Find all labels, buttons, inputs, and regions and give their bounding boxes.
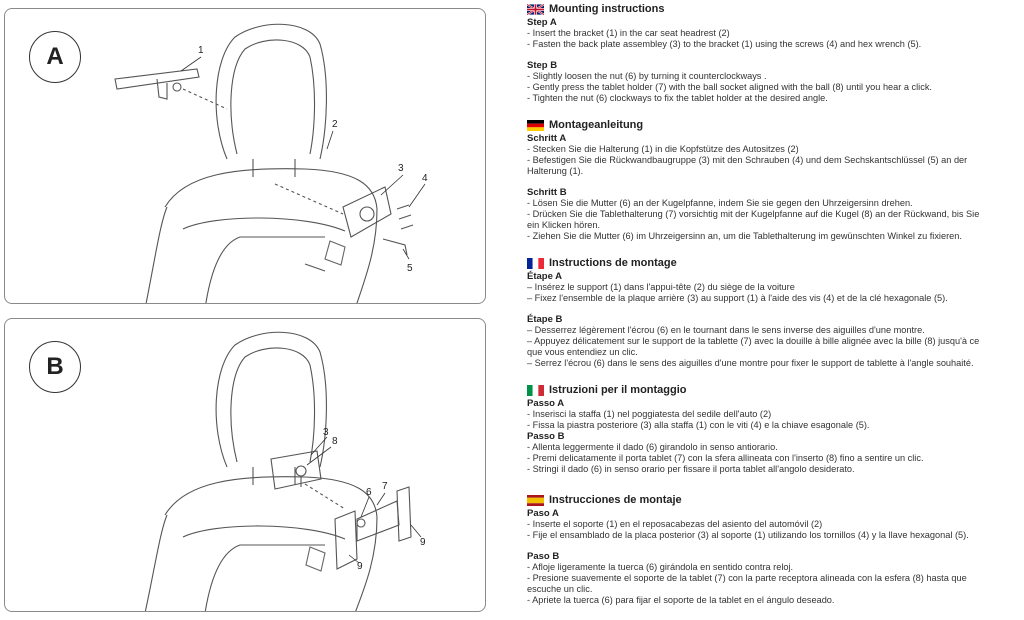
headrest-outline [216,332,326,467]
uk-flag-icon [527,4,544,15]
panel-step-a [4,8,486,304]
callout-8: 8 [332,436,338,447]
instruction-line: - Fissa la piastra posteriore (3) alla staffa (1) con le viti (4) e la chiave esagonale (5). [527,420,870,430]
instruction-line: escuche un clic. [527,584,593,594]
spain-flag-icon [527,495,544,506]
instruction-line: - Apriete la tuerca (6) para fijar el soporte de la tablet en el ángulo deseado. [527,595,835,605]
instruction-line: - Inserte el soporte (1) en el reposacabezas del asiento del automóvil (2) [527,519,823,529]
holder-clamp-left [335,511,357,569]
instruction-line: - Premi delicatamente il porta tablet (7) con la sfera allineata con l'inserto (8) fino a sentire un clic. [527,453,924,463]
callout-3: 3 [398,163,404,174]
section-italian [527,383,1021,475]
headrest-outline [216,24,326,159]
section-spanish [527,493,1021,606]
instruction-line: - Inserisci la staffa (1) nel poggiatesta del sedile dell'auto (2) [527,409,772,419]
callout-9-left: 9 [357,561,363,572]
step-a-badge: A [29,31,81,83]
instruction-line: - Befestigen Sie die Rückwandbaugruppe (3) mit den Schrauben (4) und dem Sechskantschlüssel (5) an der [527,155,968,165]
callout-4: 4 [422,173,428,184]
callout-6: 6 [366,487,372,498]
section-title: Instrucciones de montaje [549,493,682,506]
step-b-title: Étape B [527,314,563,325]
step-b-title: Step B [527,60,558,71]
section-english [527,2,1021,104]
instruction-line: - Fasten the back plate assembley (3) to the bracket (1) using the screws (4) and hex wrench (5). [527,39,922,49]
screws [397,205,413,229]
callout-3: 3 [323,427,329,438]
callout-9-right: 9 [420,537,426,548]
instruction-line: – Serrez l'écrou (6) dans le sens des aiguilles d'une montre pour fixer le support de tablette à l'angle souhaité. [527,358,974,368]
instruction-line: - Stecken Sie die Halterung (1) in die Kopfstütze des Autositzes (2) [527,144,799,154]
callout-5: 5 [407,263,413,274]
instruction-line: - Insert the bracket (1) in the car seat headrest (2) [527,28,730,38]
step-b-badge: B [29,341,81,393]
instruction-line: - Gently press the tablet holder (7) with the ball socket aligned with the ball (8) until you hear a click. [527,82,932,92]
hex-wrench [383,239,407,255]
section-title: Instructions de montage [549,256,677,269]
seat-back-outline [165,477,377,517]
instruction-line: - Slightly loosen the nut (6) by turning it counterclockways . [527,71,767,81]
instruction-line: - Afloje ligeramente la tuerca (6) girándola en sentido contra reloj. [527,562,794,572]
step-b-title: Passo B [527,431,565,442]
instruction-line: Halterung (1). [527,166,584,176]
instruction-line: - Tighten the nut (6) clockways to fix the tablet holder at the desired angle. [527,93,828,103]
italy-flag-icon [527,385,544,396]
instruction-line: – Insérez le support (1) dans l'appui-tête (2) du siège de la voiture [527,282,795,292]
step-a-title: Passo A [527,398,565,409]
callout-1: 1 [198,45,204,56]
instructions-column [527,2,1021,620]
step-a-title: Schritt A [527,133,567,144]
instruction-line: – Fixez l'ensemble de la plaque arrière (3) au support (1) à l'aide des vis (4) et de la clé hexagonale (5). [527,293,948,303]
holder-clamp-right [397,487,411,541]
instruction-line: – Desserrez légèrement l'écrou (6) en le tournant dans le sens inverse des aiguilles d'une montre. [527,325,925,335]
france-flag-icon [527,258,544,269]
step-a-title: Étape A [527,271,563,282]
step-b-title: Schritt B [527,187,567,198]
instruction-line: - Presione suavemente el soporte de la tablet (7) con la parte receptora alineada con la esfera (8) hasta que [527,573,967,583]
step-a-title: Step A [527,17,557,28]
callout-7: 7 [382,481,388,492]
callout-2: 2 [332,119,338,130]
instruction-line: - Stringi il dado (6) in senso orario per fissare il porta tablet all'angolo desiderato. [527,464,855,474]
instruction-line: ein Klicken hören. [527,220,601,230]
instruction-line: - Lösen Sie die Mutter (6) an der Kugelpfanne, indem Sie sie gegen den Uhrzeigersinn drehen. [527,198,913,208]
section-french [527,256,1021,369]
instruction-line: - Ziehen Sie die Mutter (6) im Uhrzeigersinn an, um die Tablethalterung im gewünschten Winkel zu fixieren. [527,231,962,241]
section-german [527,118,1021,242]
step-b-title: Paso B [527,551,560,562]
section-title: Istruzioni per il montaggio [549,383,687,396]
instruction-line: - Allenta leggermente il dado (6) girandolo in senso antiorario. [527,442,778,452]
instruction-line: - Fije el ensamblado de la placa posterior (3) al soporte (1) utilizando los tornillos (4) y la llave hexagonal (5). [527,530,969,540]
instruction-line: que vous entendiez un clic. [527,347,638,357]
section-title: Mounting instructions [549,2,665,15]
tablet-holder [357,501,399,541]
section-title: Montageanleitung [549,118,644,131]
germany-flag-icon [527,120,544,131]
instruction-line: - Drücken Sie die Tablethalterung (7) vorsichtig mit der Kugelpfanne auf die Kugel (8) an der Rückwand, bis Sie [527,209,980,219]
instruction-line: – Appuyez délicatement sur le support de la tablette (7) avec la douille à bille alignée avec la bille (8) jusqu'à ce [527,336,980,346]
step-a-title: Paso A [527,508,559,519]
back-plate [343,187,391,237]
seat-back-outline [165,169,377,209]
panel-step-b [4,318,486,612]
